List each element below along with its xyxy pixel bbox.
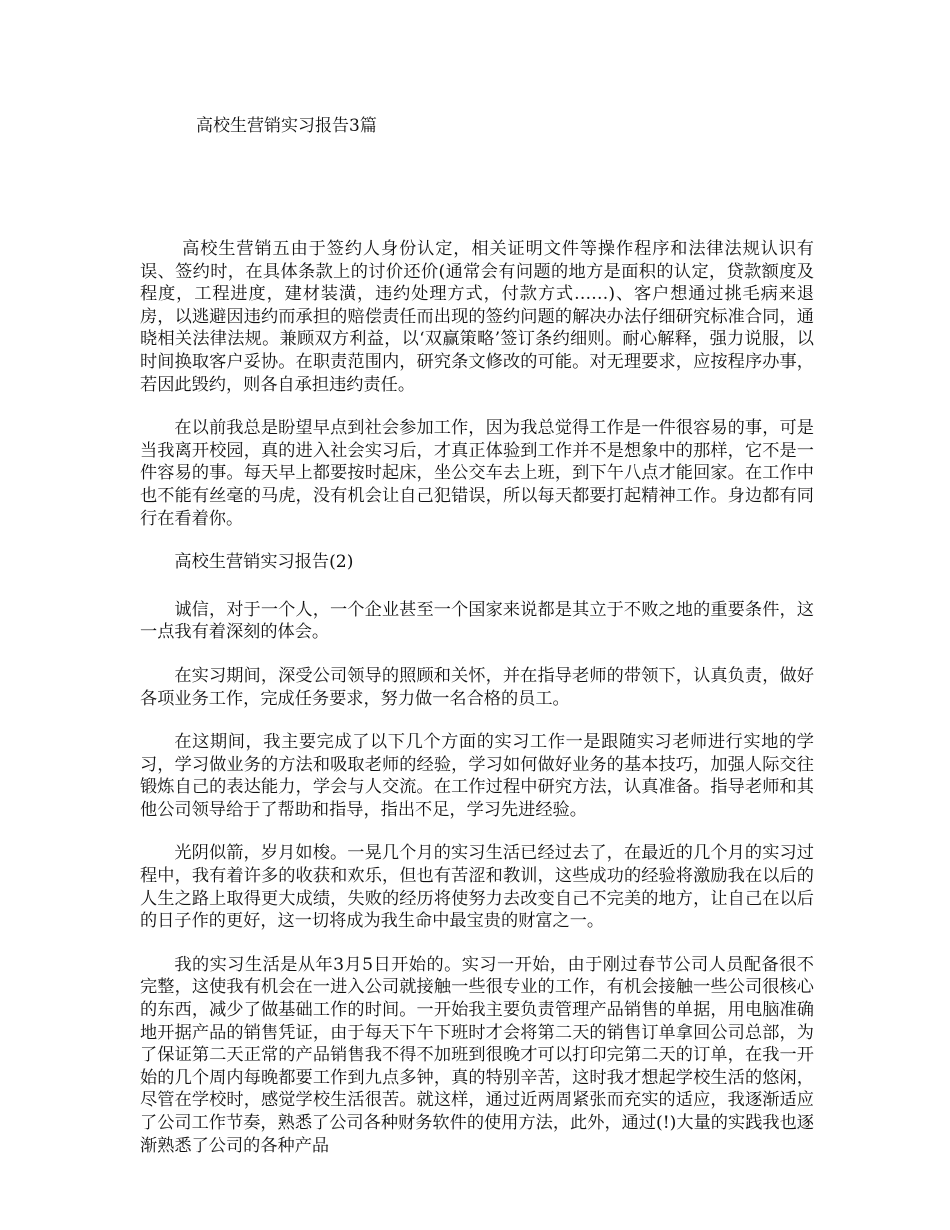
paragraph-integrity: 诚信，对于一个人，一个企业甚至一个国家来说都是其立于不败之地的重要条件，这一点我有着深刻的体会。	[140, 599, 814, 643]
paragraph-signing-issues: 高校生营销五由于签约人身份认定，相关证明文件等操作程序和法律法规认识有误、签约时，在具体条款上的讨价还价(通常会有问题的地方是面积的认定，贷款额度及程度，工程进度，建材装潢，违约处理方式，付款方式……)、客户想通过挑毛病来退房，以逃避因违约而承担的赔偿责任而出现的签约问题的解决办法仔细研究标准合同，通晓相关法律法规。兼顾双方利益，以‘双赢策略’签订条约细则。耐心解释，强力说服，以时间换取客户妥协。在职责范围内，研究条文修改的可能。对无理要求，应按程序办事，若因此毁约，则各自承担违约责任。	[140, 239, 814, 395]
document-title: 高校生营销实习报告3篇	[196, 116, 377, 136]
paragraph-internship-period: 在实习期间，深受公司领导的照顾和关怀，并在指导老师的带领下，认真负责，做好各项业务工作，完成任务要求，努力做一名合格的员工。	[140, 665, 814, 709]
section-heading-report-2: 高校生营销实习报告(2)	[174, 552, 354, 573]
paragraph-internship-start: 我的实习生活是从年3月5日开始的。实习一开始，由于刚过春节公司人员配备很不完整，这使我有机会在一进入公司就接触一些很专业的工作，有机会接触一些公司很核心的东西，减少了做基础工作的时间。一开始我主要负责管理产品销售的单据，用电脑准确地开据产品的销售凭证，由于每天下午下班时才会将第二天的销售订单拿回公司总部，为了保证第二天正常的产品销售我不得不加班到很晚才可以打印完第二天的订单，在我一开始的几个周内每晚都要工作到九点多钟，真的特别辛苦，这时我才想起学校生活的悠闲，尽管在学校时，感觉学校生活很苦。就这样，通过近两周紧张而充实的适应，我逐渐适应了公司工作节奏，熟悉了公司各种财务软件的使用方法，此外，通过(!)大量的实践我也逐渐熟悉了公司的各种产品	[140, 954, 814, 1156]
document-body	[140, 238, 814, 1178]
paragraph-work-completed: 在这期间，我主要完成了以下几个方面的实习工作一是跟随实习老师进行实地的学习，学习做业务的方法和吸取老师的经验，学习如何做好业务的基本技巧，加强人际交往锻炼自己的表达能力，学会与人交流。在工作过程中研究方法，认真准备。指导老师和其他公司领导给于了帮助和指导，指出不足，学习先进经验。	[140, 732, 814, 820]
paragraph-work-expectations: 在以前我总是盼望早点到社会参加工作，因为我总觉得工作是一件很容易的事，可是当我离开校园，真的进入社会实习后，才真正体验到工作并不是想象中的那样，它不是一件容易的事。每天早上都要按时起床，坐公交车去上班，到下午八点才能回家。在工作中也不能有丝毫的马虎，没有机会让自己犯错误，所以每天都要打起精神工作。身边都有同行在看着你。	[140, 418, 814, 529]
paragraph-time-flies: 光阴似箭，岁月如梭。一晃几个月的实习生活已经过去了，在最近的几个月的实习过程中，我有着许多的收获和欢乐，但也有苦涩和教训，这些成功的经验将激励我在以后的人生之路上取得更大成绩，失败的经历将使努力去改变自己不完美的地方，让自己在以后的日子作的更好，这一切将成为我生命中最宝贵的财富之一。	[140, 843, 814, 932]
